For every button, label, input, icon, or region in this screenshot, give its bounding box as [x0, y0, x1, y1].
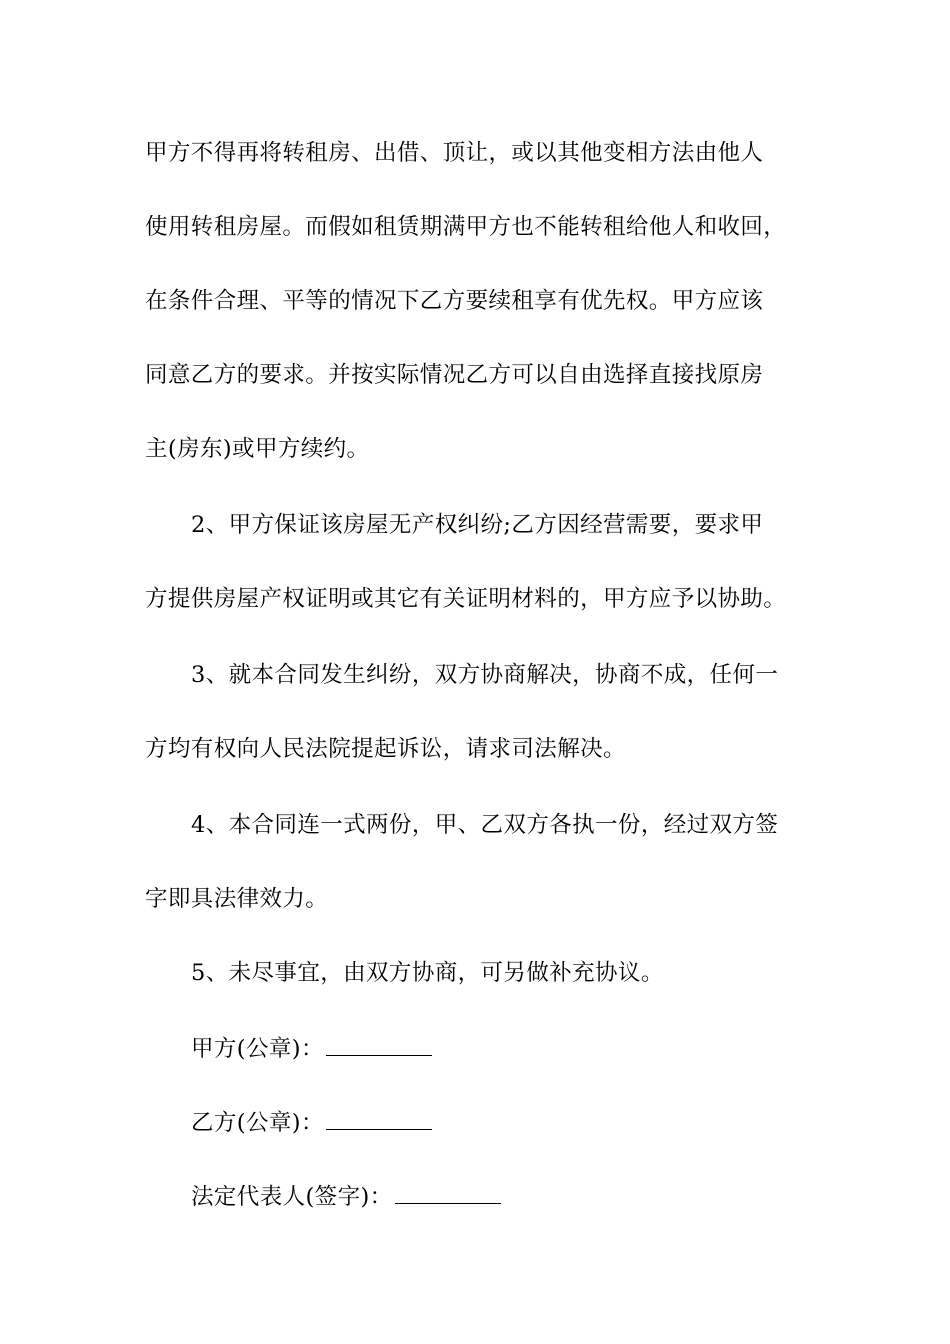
legal-rep-label: 法定代表人(签字)：	[191, 1184, 393, 1210]
legal-rep-blank	[395, 1185, 501, 1204]
party-a-blank	[326, 1037, 432, 1056]
clause-4-line: 4、本合同连一式两份，甲、乙双方各执一份，经过双方签	[191, 812, 779, 838]
clause-2-line: 2、甲方保证该房屋无产权纠纷;乙方因经营需要，要求甲	[191, 512, 764, 538]
party-b-signature	[191, 1108, 432, 1138]
paragraph-line: 在条件合理、平等的情况下乙方要续租享有优先权。甲方应该	[145, 288, 764, 314]
paragraph-line: 主(房东)或甲方续约。	[145, 436, 370, 462]
paragraph-line: 方均有权向人民法院提起诉讼，请求司法解决。	[145, 736, 626, 762]
paragraph-line: 甲方不得再将转租房、出借、顶让，或以其他变相方法由他人	[145, 140, 764, 166]
party-a-signature	[191, 1034, 432, 1064]
paragraph-line: 方提供房屋产权证明或其它有关证明材料的，甲方应予以协助。	[145, 586, 787, 612]
paragraph-line: 字即具法律效力。	[145, 886, 329, 912]
clause-5-line: 5、未尽事宜，由双方协商，可另做补充协议。	[191, 960, 664, 986]
party-b-label: 乙方(公章)：	[191, 1110, 324, 1136]
clause-3-line: 3、就本合同发生纠纷，双方协商解决，协商不成，任何一	[191, 662, 779, 688]
paragraph-line: 同意乙方的要求。并按实际情况乙方可以自由选择直接找原房	[145, 362, 764, 388]
party-a-label: 甲方(公章)：	[191, 1036, 324, 1062]
legal-rep-signature	[191, 1182, 501, 1212]
paragraph-line: 使用转租房屋。而假如租赁期满甲方也不能转租给他人和收回，	[145, 214, 787, 240]
party-b-blank	[326, 1111, 432, 1130]
